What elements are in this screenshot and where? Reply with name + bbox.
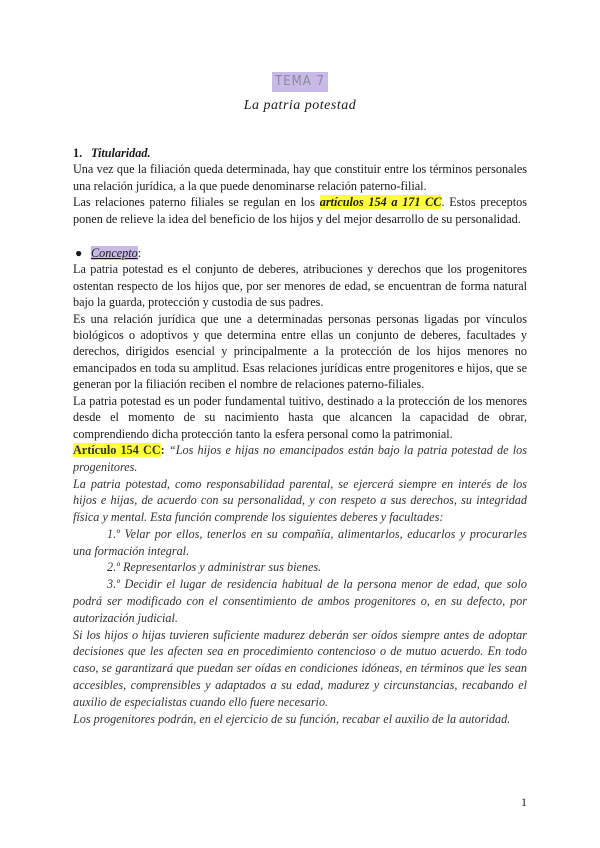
document-body <box>73 145 527 727</box>
article-colon: : <box>160 442 165 457</box>
tema-heading: TEMA 7 <box>272 72 328 92</box>
paragraph: Es una relación jurídica que une a determinadas personas personas ligadas por vínculos biológicos o adoptivos y que determina entre ellas un conjunto de deberes, facultades y derechos, dirigidos esencial y principalmente a la protección de los hijos menores no emancipados en toda su amplitud. Esas relaciones jurídicas entre progenitores e hijos, que se generan por la filiación reciben el nombre de relaciones paterno-filiales. <box>73 311 527 392</box>
quote-paragraph: Si los hijos o hijas tuvieren suficiente madurez deberán ser oídos siempre antes de adoptar decisiones que les afecten sea en procedimiento contencioso o de mutuo acuerdo. En todo caso, se garantizará que puedan ser oídas en condiciones idóneas, en términos que les sean accesibles, comprensibles y adaptados a su edad, madurez y circunstancias, recabando el auxilio de especialistas cuando ello fuere necesario. <box>73 627 527 709</box>
bullet-icon: ● <box>75 246 83 261</box>
concepto-label: Concepto <box>91 246 138 261</box>
article-reference: Artículo 154 CC <box>73 442 161 457</box>
section-number: 1. <box>73 146 83 160</box>
paragraph: Una vez que la filiación queda determinada, hay que constituir entre los términos personales una relación jurídica, a la que puede denominarse relación paterno-filial. <box>73 162 527 193</box>
quote-text: “Los hijos e hijas no emancipados están bajo la patria potestad de los progenitores. <box>73 442 527 474</box>
paragraph: La patria potestad es el conjunto de deberes, atribuciones y derechos que los progenitores ostentan respecto de los hijos que, por ser menores de edad, se encuentran de forma natural bajo la guarda, protección y custodia de sus padres. <box>73 262 527 310</box>
paragraph-text: Las relaciones paterno filiales se regulan en los <box>73 195 320 210</box>
quote-paragraph: Los progenitores podrán, en el ejercicio de su función, recabar el auxilio de la autoridad. <box>73 711 511 726</box>
highlighted-reference: artículos 154 a 171 CC <box>319 195 442 210</box>
paragraph: La patria potestad es un poder fundamental tuitivo, destinado a la protección de los menores desde el momento de su nacimiento hasta que alcancen la capacidad de obrar, comprendiendo dicha protección tanto la esfera personal como la patrimonial. <box>73 393 527 441</box>
quote-list-item: 1.º Velar por ellos, tenerlos en su compañía, alimentarlos, educarlos y procurarles una formación integral. <box>73 526 527 558</box>
bullet-item-concepto <box>73 245 527 261</box>
page-number: 1 <box>521 795 527 809</box>
section-heading <box>73 145 527 161</box>
section-title-punct: . <box>147 146 151 160</box>
quote-list-item: 2.º Representarlos y administrar sus bienes. <box>107 560 322 575</box>
article-quote <box>73 442 527 476</box>
document-subtitle: La patria potestad <box>243 98 357 113</box>
paragraph <box>73 194 527 227</box>
paragraph-text: . Estos preceptos ponen de relieve la idea del beneficio de los hijos y del mejor desarrollo de su personalidad. <box>73 195 528 226</box>
quote-paragraph: La patria potestad, como responsabilidad parental, se ejercerá siempre en interés de los hijos e hijas, de acuerdo con su personalidad, y con respeto a sus derechos, su integridad física y mental. Esta función comprende los siguientes deberes y facultades: <box>73 476 527 525</box>
quote-list-item: 3.º Decidir el lugar de residencia habitual de la persona menor de edad, que solo podrá ser modificado con el consentimiento de ambos progenitores o, en su defecto, por autorización judicial. <box>73 577 527 625</box>
section-title: Titularidad <box>91 146 148 160</box>
concepto-colon: : <box>137 246 142 261</box>
title-block <box>0 72 600 92</box>
